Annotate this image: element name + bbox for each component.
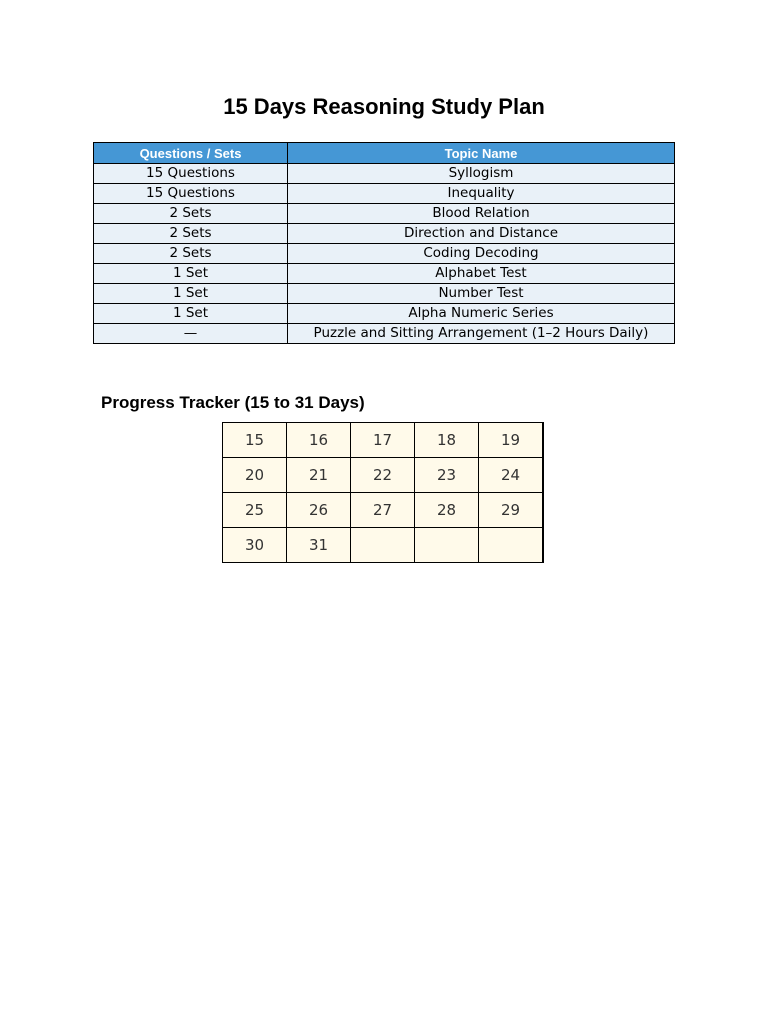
- tracker-row: [223, 423, 544, 458]
- day-cell: 16: [287, 423, 351, 458]
- topic-cell: Syllogism: [288, 164, 675, 184]
- topic-cell: Alphabet Test: [288, 264, 675, 284]
- day-cell: 30: [223, 528, 287, 563]
- questions-cell: 1 Set: [94, 284, 288, 304]
- table-row: [94, 244, 675, 264]
- topic-cell: Alpha Numeric Series: [288, 304, 675, 324]
- day-cell: 26: [287, 493, 351, 528]
- questions-cell: 2 Sets: [94, 204, 288, 224]
- day-cell: 18: [415, 423, 479, 458]
- day-cell: 27: [351, 493, 415, 528]
- questions-cell: 15 Questions: [94, 164, 288, 184]
- day-cell: 20: [223, 458, 287, 493]
- table-row: [94, 304, 675, 324]
- questions-cell: 2 Sets: [94, 224, 288, 244]
- table-row: [94, 324, 675, 344]
- table-row: [94, 264, 675, 284]
- topic-cell: Blood Relation: [288, 204, 675, 224]
- day-cell: 21: [287, 458, 351, 493]
- questions-cell: 2 Sets: [94, 244, 288, 264]
- table-row: [94, 284, 675, 304]
- day-cell-empty: [351, 528, 415, 563]
- day-cell-empty: [415, 528, 479, 563]
- questions-cell: 1 Set: [94, 264, 288, 284]
- table-row: [94, 224, 675, 244]
- tracker-row: [223, 458, 544, 493]
- day-cell: 25: [223, 493, 287, 528]
- day-cell: 17: [351, 423, 415, 458]
- topic-cell: Number Test: [288, 284, 675, 304]
- day-cell: 24: [479, 458, 544, 493]
- day-cell: 22: [351, 458, 415, 493]
- day-cell: 15: [223, 423, 287, 458]
- tracker-title: Progress Tracker (15 to 31 Days): [101, 393, 365, 412]
- day-cell: 23: [415, 458, 479, 493]
- topic-cell: Puzzle and Sitting Arrangement (1–2 Hours Daily): [288, 324, 675, 344]
- tracker-row: [223, 528, 544, 563]
- topic-cell: Inequality: [288, 184, 675, 204]
- table-header-row: [94, 143, 675, 164]
- page-title: 15 Days Reasoning Study Plan: [223, 94, 545, 119]
- questions-cell: —: [94, 324, 288, 344]
- day-cell: 29: [479, 493, 544, 528]
- questions-cell: 15 Questions: [94, 184, 288, 204]
- topic-cell: Direction and Distance: [288, 224, 675, 244]
- table-row: [94, 184, 675, 204]
- table-row: [94, 204, 675, 224]
- day-cell: 19: [479, 423, 544, 458]
- column-header-topic: Topic Name: [288, 143, 675, 164]
- day-cell: 31: [287, 528, 351, 563]
- day-cell: 28: [415, 493, 479, 528]
- progress-tracker-grid: [222, 422, 544, 563]
- questions-cell: 1 Set: [94, 304, 288, 324]
- study-plan-table: [93, 142, 675, 344]
- day-cell-empty: [479, 528, 544, 563]
- topic-cell: Coding Decoding: [288, 244, 675, 264]
- tracker-row: [223, 493, 544, 528]
- column-header-questions: Questions / Sets: [94, 143, 288, 164]
- table-row: [94, 164, 675, 184]
